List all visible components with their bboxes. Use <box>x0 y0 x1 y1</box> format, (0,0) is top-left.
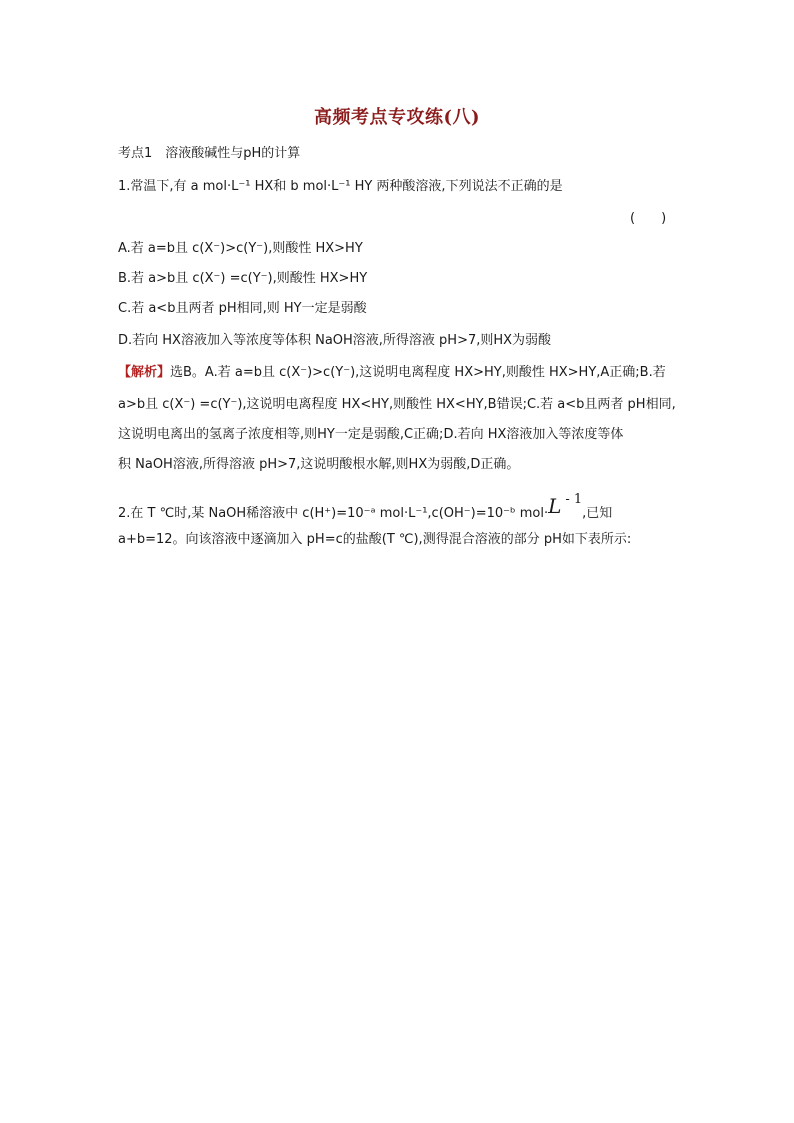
analysis-line-4: 积 NaOH溶液,所得溶液 pH>7,这说明酸根水解,则HX为弱酸,D正确。 <box>118 457 520 472</box>
question-2-line-2: a+b=12。向该溶液中逐滴加入 pH=c的盐酸(T ℃),测得混合溶液的部分 pH如下表所示: <box>118 532 632 547</box>
section-heading: 考点1 溶液酸碱性与pH的计算 <box>118 146 301 161</box>
analysis-line-2: a>b且 c(X⁻) =c(Y⁻),这说明电离程度 HX<HY,则酸性 HX<HY,B错误;C.若 a<b且两者 pH相同, <box>118 397 676 412</box>
unit-L: L <box>548 494 562 518</box>
answer-blank: ( ) <box>630 211 667 226</box>
analysis-text-1: 选B。A.若 a=b且 c(X⁻)>c(Y⁻),这说明电离程度 HX>HY,则酸性 HX>HY,A正确;B.若 <box>170 365 666 380</box>
question-2-tail: ,已知 <box>582 506 613 521</box>
option-d: D.若向 HX溶液加入等浓度等体积 NaOH溶液,所得溶液 pH>7,则HX为弱酸 <box>118 333 552 348</box>
option-a: A.若 a=b且 c(X⁻)>c(Y⁻),则酸性 HX>HY <box>118 241 363 256</box>
analysis-line-1 <box>118 363 666 383</box>
option-b: B.若 a>b且 c(X⁻) =c(Y⁻),则酸性 HX>HY <box>118 271 368 286</box>
analysis-tag: 【解析】 <box>118 365 171 380</box>
question-2-line-1 <box>118 492 613 524</box>
question-1-stem: 1.常温下,有 a mol·L⁻¹ HX和 b mol·L⁻¹ HY 两种酸溶液,下列说法不正确的是 <box>118 179 563 194</box>
question-2-text: 2.在 T ℃时,某 NaOH稀溶液中 c(H⁺)=10⁻ᵃ mol·L⁻¹,c(OH⁻)=10⁻ᵇ mol· <box>118 506 549 521</box>
option-c: C.若 a<b且两者 pH相同,则 HY一定是弱酸 <box>118 301 367 316</box>
unit-exponent: - 1 <box>565 492 583 507</box>
page-title: 高频考点专攻练(八) <box>313 107 481 128</box>
analysis-line-3: 这说明电离出的氢离子浓度相等,则HY一定是弱酸,C正确;D.若向 HX溶液加入等浓度等体 <box>118 427 624 442</box>
